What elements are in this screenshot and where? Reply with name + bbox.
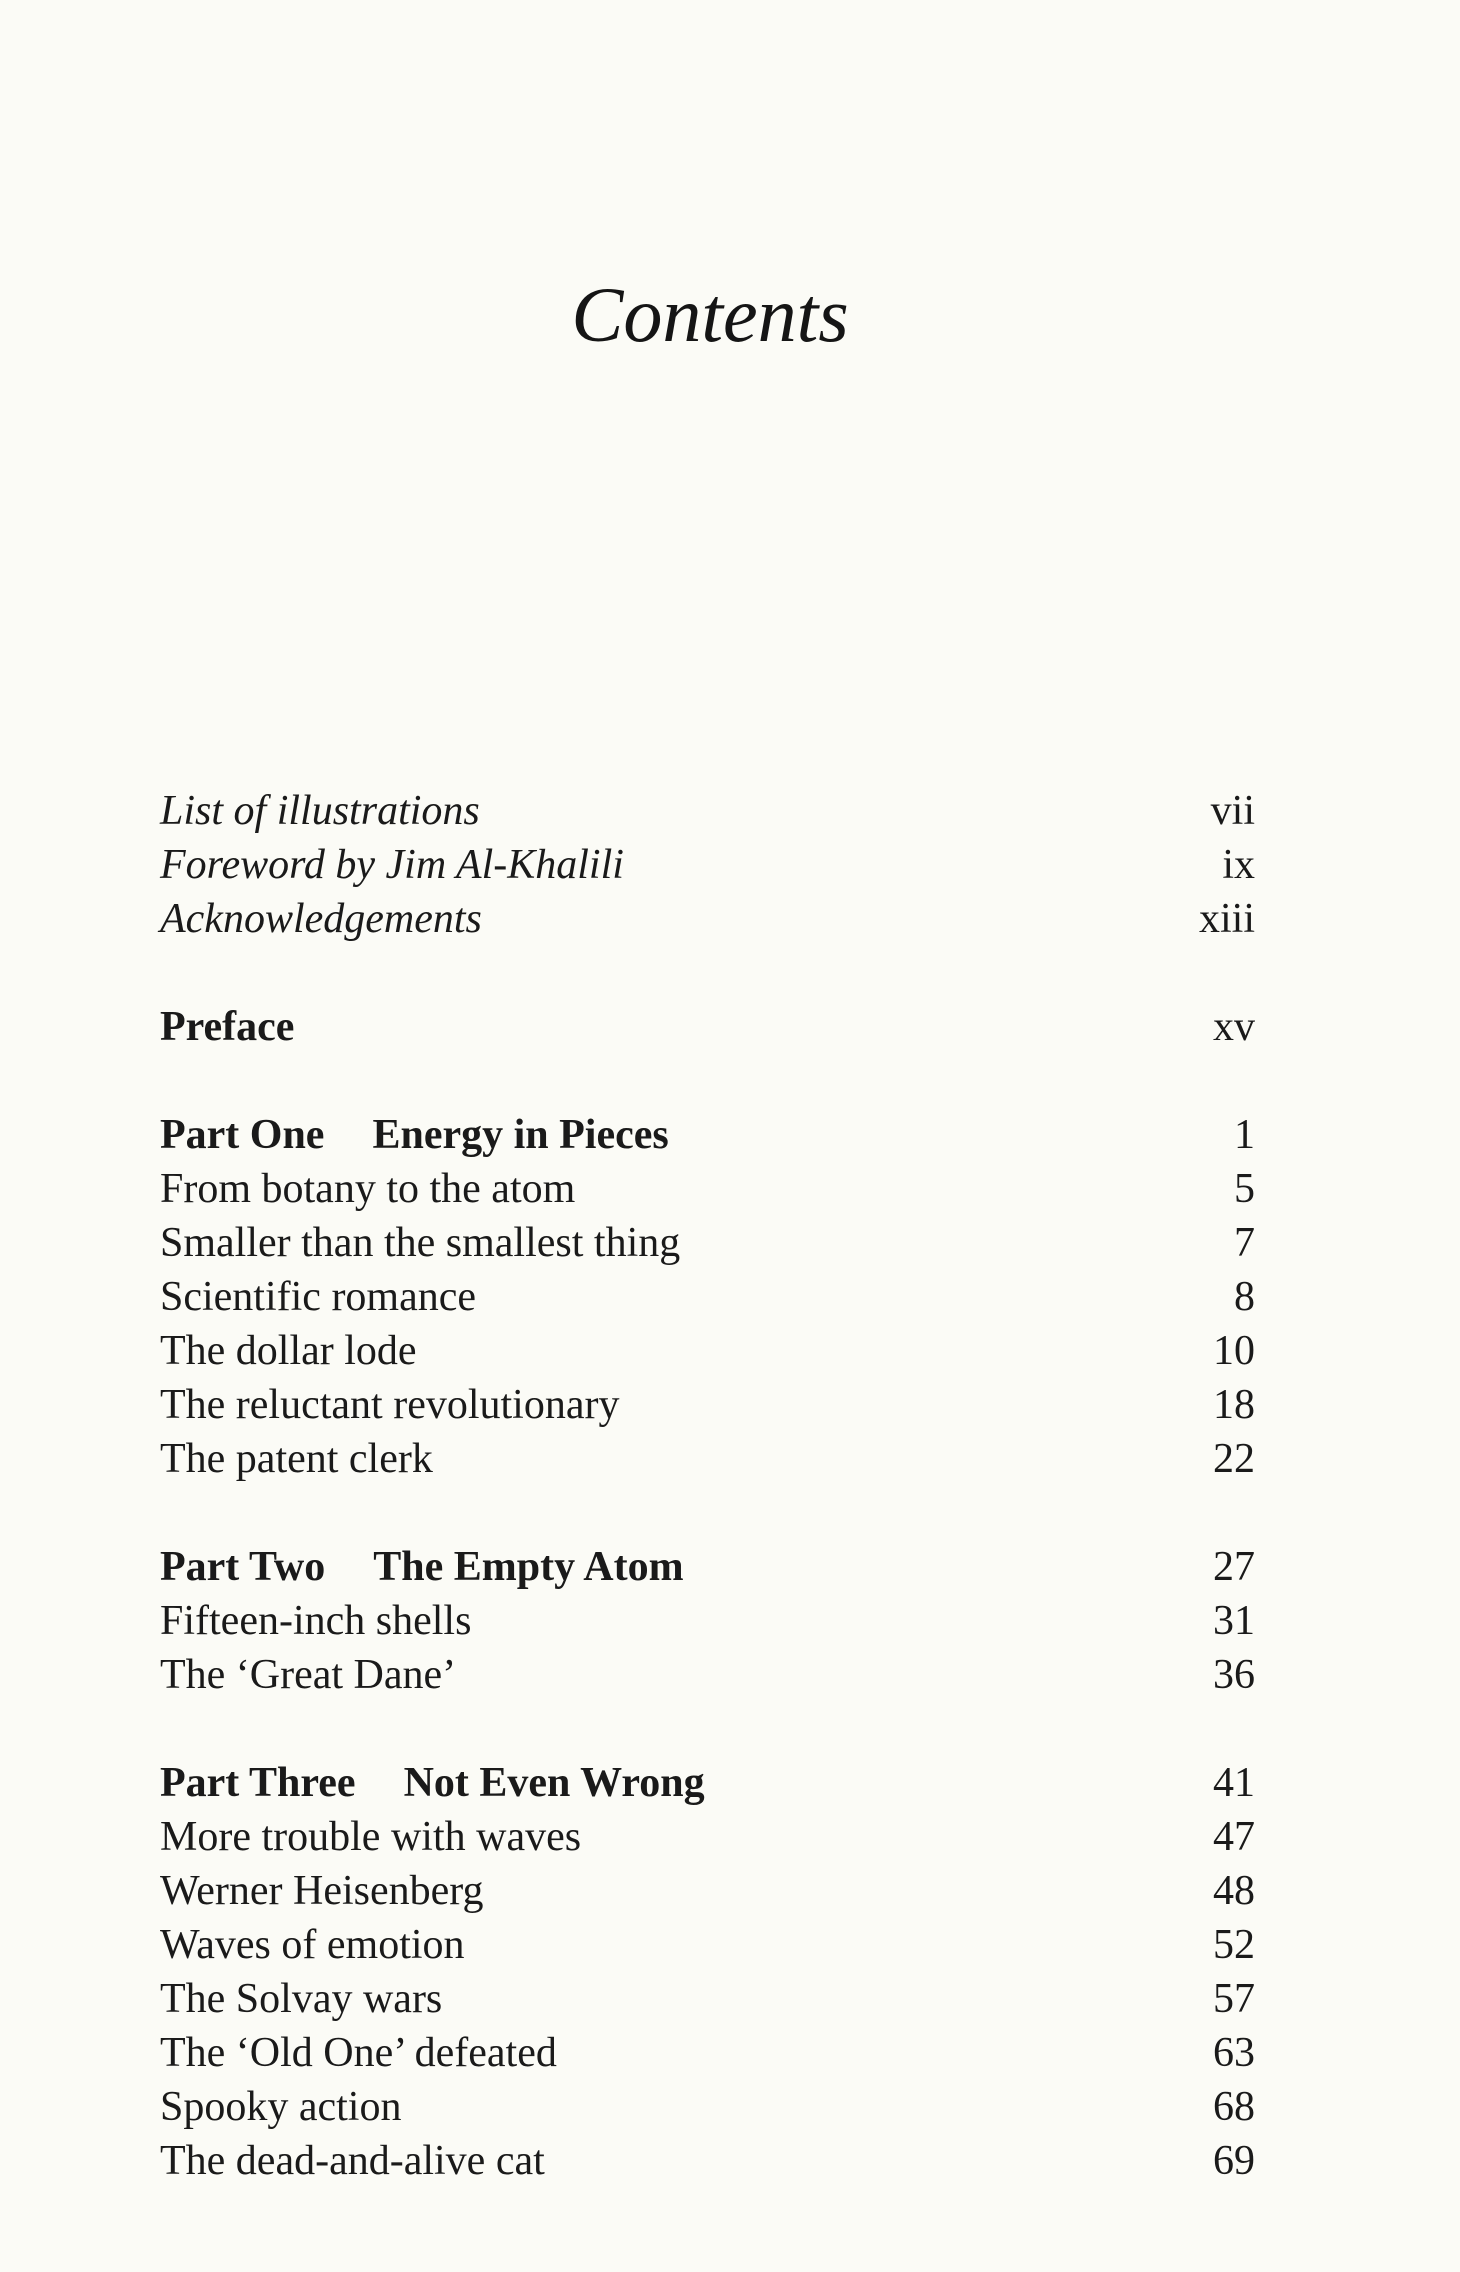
toc-part-heading-one xyxy=(160,1108,1255,1162)
toc-entry-label: Fifteen-inch shells xyxy=(160,1598,472,1644)
toc-entry-label: List of illustrations xyxy=(160,788,480,834)
toc-entry-page: 31 xyxy=(1213,1598,1255,1644)
toc-entry-preface xyxy=(160,1000,1255,1054)
toc-entry-label: The patent clerk xyxy=(160,1436,433,1482)
toc-entry-page: 63 xyxy=(1213,2030,1255,2076)
toc-entry-foreword xyxy=(160,838,1255,892)
spacer xyxy=(160,1486,1255,1540)
toc-entry-label: The dead-and-alive cat xyxy=(160,2138,545,2184)
toc-entry-page: 47 xyxy=(1213,1814,1255,1860)
toc-entry xyxy=(160,1432,1255,1486)
toc-entry-label: Waves of emotion xyxy=(160,1922,465,1968)
part-title: Not Even Wrong xyxy=(403,1760,705,1806)
toc-part-label xyxy=(160,1540,684,1594)
toc-entry-label: The dollar lode xyxy=(160,1328,417,1374)
toc-entry-label: More trouble with waves xyxy=(160,1814,582,1860)
part-title: The Empty Atom xyxy=(373,1544,684,1590)
toc-part-heading-three xyxy=(160,1756,1255,1810)
toc-entry xyxy=(160,1810,1255,1864)
toc-entry-page: 5 xyxy=(1234,1166,1255,1212)
spacer xyxy=(160,1702,1255,1756)
toc-entry-label: Smaller than the smallest thing xyxy=(160,1220,681,1266)
toc-entry xyxy=(160,1972,1255,2026)
toc-entry-label: The Solvay wars xyxy=(160,1976,443,2022)
toc-entry-label: Werner Heisenberg xyxy=(160,1868,484,1914)
spacer xyxy=(160,1054,1255,1108)
toc-entry-label: Foreword by Jim Al-Khalili xyxy=(160,842,624,888)
toc-entry-page: 68 xyxy=(1213,2084,1255,2130)
part-number: Part Two xyxy=(160,1544,326,1590)
toc-entry-label: From botany to the atom xyxy=(160,1166,576,1212)
spacer xyxy=(160,946,1255,1000)
toc-entry-page: 48 xyxy=(1213,1868,1255,1914)
toc-entry-page: 10 xyxy=(1213,1328,1255,1374)
toc-entry-page: 36 xyxy=(1213,1652,1255,1698)
toc-entry-page: 52 xyxy=(1213,1922,1255,1968)
toc-entry-page: 57 xyxy=(1213,1976,1255,2022)
toc-entry xyxy=(160,1864,1255,1918)
toc-entry-acknowledgements xyxy=(160,892,1255,946)
part-number: Part Three xyxy=(160,1760,356,1806)
toc-entry-page: 7 xyxy=(1234,1220,1255,1266)
toc-part-heading-two xyxy=(160,1540,1255,1594)
toc-entry-list-of-illustrations xyxy=(160,784,1255,838)
toc-entry-label: Preface xyxy=(160,1004,295,1050)
toc-entry-label: Acknowledgements xyxy=(160,896,482,942)
toc-entry-label: Scientific romance xyxy=(160,1274,477,1320)
toc-entry-page: xv xyxy=(1213,1004,1255,1050)
toc-entry-page: 27 xyxy=(1213,1544,1255,1590)
toc-entry-label: The ‘Great Dane’ xyxy=(160,1652,457,1698)
toc-entry xyxy=(160,2134,1255,2188)
table-of-contents xyxy=(160,784,1255,2188)
toc-entry xyxy=(160,1648,1255,1702)
toc-part-label xyxy=(160,1108,669,1162)
toc-entry-page: 18 xyxy=(1213,1382,1255,1428)
toc-entry xyxy=(160,1162,1255,1216)
toc-entry-label: Spooky action xyxy=(160,2084,402,2130)
toc-entry xyxy=(160,1918,1255,1972)
toc-entry-page: 1 xyxy=(1234,1112,1255,1158)
page-title: Contents xyxy=(571,271,849,358)
toc-entry-label: The reluctant revolutionary xyxy=(160,1382,620,1428)
part-number: Part One xyxy=(160,1112,325,1158)
toc-part-label xyxy=(160,1756,705,1810)
toc-entry xyxy=(160,1270,1255,1324)
toc-entry xyxy=(160,1324,1255,1378)
toc-entry xyxy=(160,2026,1255,2080)
toc-entry xyxy=(160,1216,1255,1270)
part-title: Energy in Pieces xyxy=(372,1112,669,1158)
toc-entry-page: vii xyxy=(1210,788,1255,834)
toc-entry-page: 8 xyxy=(1234,1274,1255,1320)
toc-entry-page: xiii xyxy=(1198,896,1255,942)
toc-entry xyxy=(160,1594,1255,1648)
toc-entry-label: The ‘Old One’ defeated xyxy=(160,2030,557,2076)
toc-entry xyxy=(160,1378,1255,1432)
toc-entry-page: ix xyxy=(1222,842,1255,888)
toc-entry-page: 69 xyxy=(1213,2138,1255,2184)
toc-entry-page: 41 xyxy=(1213,1760,1255,1806)
toc-entry-page: 22 xyxy=(1213,1436,1255,1482)
toc-entry xyxy=(160,2080,1255,2134)
